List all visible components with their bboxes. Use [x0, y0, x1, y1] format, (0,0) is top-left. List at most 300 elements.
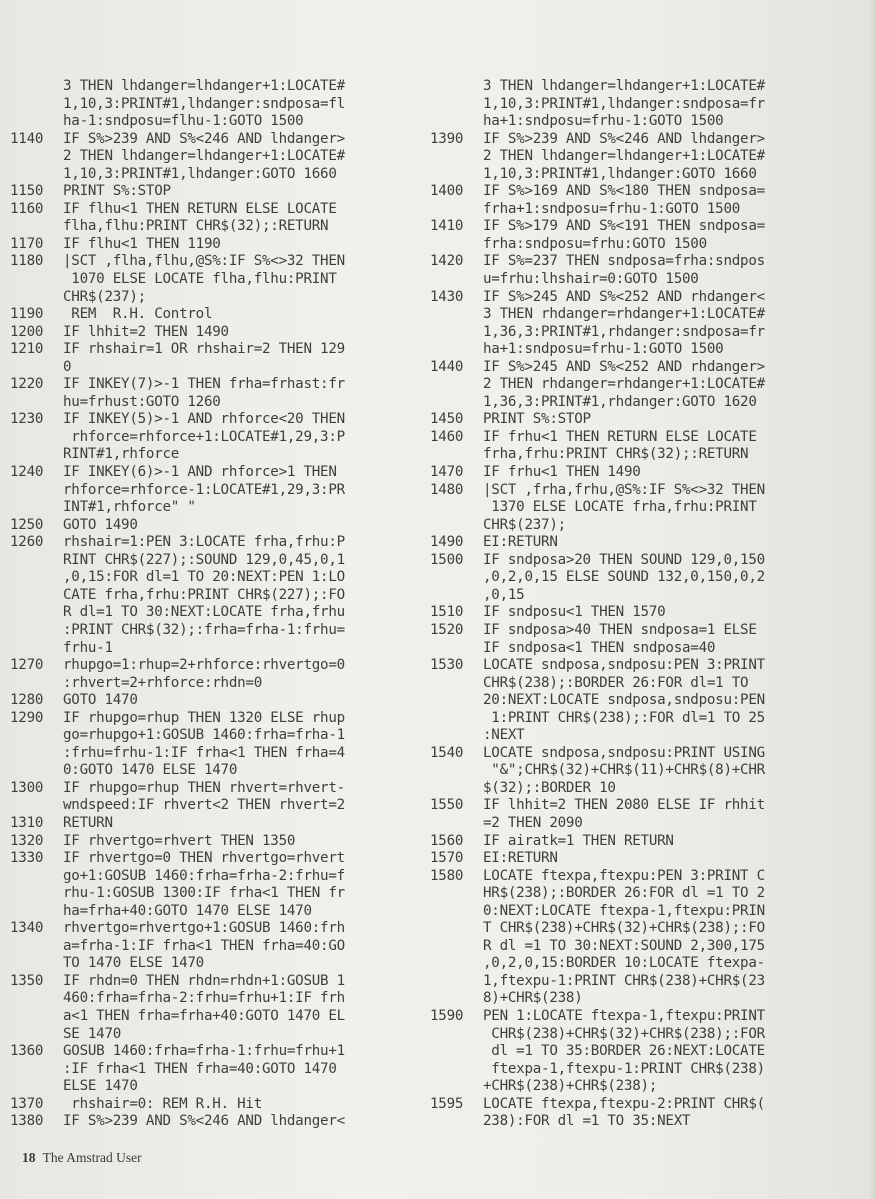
line-number — [430, 973, 483, 991]
line-number: 1310 — [10, 814, 44, 831]
line-number: 1380 — [10, 1113, 44, 1130]
code-text: ,0,15:FOR dl=1 TO 20:NEXT:PEN 1:LO — [63, 569, 345, 586]
line-number — [10, 640, 63, 658]
line-number — [10, 78, 63, 96]
code-text: R dl=1 TO 30:NEXT:LOCATE frha,frhu — [63, 604, 345, 621]
line-number — [430, 955, 483, 973]
line-number: 1570 — [430, 850, 464, 867]
line-number — [10, 622, 63, 640]
code-text: IF sndposa<1 THEN sndposa=40 — [483, 639, 716, 656]
line-number: 1590 — [430, 1007, 464, 1024]
code-line — [430, 534, 870, 552]
code-line — [430, 201, 870, 219]
code-text: rhforce=rhforce-1:LOCATE#1,29,3:PR — [63, 481, 345, 498]
code-text: 3 THEN lhdanger=lhdanger+1:LOCATE# — [483, 78, 765, 94]
line-number: 1240 — [10, 464, 44, 481]
code-text: IF sndposa>20 THEN SOUND 129,0,150 — [483, 551, 765, 568]
code-text: ftexpa-1,ftexpu-1:PRINT CHR$(238) — [483, 1060, 765, 1077]
line-number: 1250 — [10, 516, 44, 533]
code-line — [430, 394, 870, 412]
code-text: u=frhu:lhshair=0:GOTO 1500 — [483, 271, 699, 288]
code-text: $(32);:BORDER 10 — [483, 779, 616, 796]
code-line — [10, 1078, 440, 1096]
code-line — [10, 148, 440, 166]
code-text: IF S%>239 AND S%<246 AND lhdanger< — [63, 1113, 345, 1130]
line-number: 1540 — [430, 744, 464, 761]
line-number — [10, 1061, 63, 1079]
line-number: 1330 — [10, 850, 44, 867]
line-number: 1490 — [430, 534, 464, 551]
code-text: IF INKEY(7)>-1 THEN frha=frhast:fr — [63, 376, 345, 393]
page-edge-shadow — [868, 0, 876, 1199]
code-line — [430, 376, 870, 394]
line-number — [430, 762, 483, 780]
code-text: dl =1 TO 35:BORDER 26:NEXT:LOCATE — [483, 1043, 765, 1060]
code-line — [430, 640, 870, 658]
line-number: 1270 — [10, 657, 44, 674]
line-number — [10, 446, 63, 464]
code-line — [10, 236, 440, 254]
code-text: IF S%>239 AND S%<246 AND lhdanger> — [483, 130, 765, 147]
code-text: flha,flhu:PRINT CHR$(32);:RETURN — [63, 218, 329, 235]
code-text: 0:NEXT:LOCATE ftexpa-1,ftexpu:PRIN — [483, 902, 765, 919]
line-number: 1140 — [10, 130, 44, 147]
line-number — [10, 675, 63, 693]
code-line — [10, 675, 440, 693]
code-line — [430, 289, 870, 307]
code-text: 1:PRINT CHR$(238);:FOR dl=1 TO 25 — [483, 709, 765, 726]
line-number — [430, 569, 483, 587]
line-number: 1530 — [430, 657, 464, 674]
line-number — [10, 1026, 63, 1044]
line-number — [10, 604, 63, 622]
code-line — [430, 271, 870, 289]
code-line — [430, 815, 870, 833]
code-line — [10, 1113, 440, 1131]
line-number — [430, 780, 483, 798]
line-number — [10, 113, 63, 131]
code-line — [10, 850, 440, 868]
line-number — [430, 148, 483, 166]
line-number — [430, 920, 483, 938]
code-line — [430, 148, 870, 166]
code-text: IF INKEY(5)>-1 AND rhforce<20 THEN — [63, 411, 345, 428]
code-text: 1,10,3:PRINT#1,lhdanger:sndposa=fl — [63, 95, 345, 112]
code-line — [430, 868, 870, 886]
code-line — [10, 411, 440, 429]
line-number: 1220 — [10, 376, 44, 393]
code-text: frhu-1 — [63, 639, 113, 656]
code-line — [10, 815, 440, 833]
line-number: 1595 — [430, 1095, 464, 1112]
line-number: 1160 — [10, 200, 44, 217]
page-number: 18 — [22, 1150, 36, 1165]
line-number — [430, 1061, 483, 1079]
code-line — [430, 973, 870, 991]
code-text: INT#1,rhforce" " — [63, 499, 196, 516]
code-text: |SCT ,flha,flhu,@S%:IF S%<>32 THEN — [63, 253, 345, 270]
code-text: |SCT ,frha,frhu,@S%:IF S%<>32 THEN — [483, 481, 765, 498]
code-text: 1,10,3:PRINT#1,lhdanger:GOTO 1660 — [483, 165, 757, 182]
code-text: R dl =1 TO 30:NEXT:SOUND 2,300,175 — [483, 937, 765, 954]
code-text: =2 THEN 2090 — [483, 814, 583, 831]
code-line — [430, 166, 870, 184]
code-line — [430, 675, 870, 693]
line-number — [430, 903, 483, 921]
code-text: 1370 ELSE LOCATE frha,frhu:PRINT — [483, 499, 757, 516]
code-line — [10, 657, 440, 675]
page-footer — [22, 1150, 142, 1166]
code-line — [10, 1096, 440, 1114]
line-number: 1470 — [430, 464, 464, 481]
line-number — [430, 710, 483, 728]
code-line — [430, 131, 870, 149]
code-text: IF S%=237 THEN sndposa=frha:sndpos — [483, 253, 765, 270]
line-number — [430, 1026, 483, 1044]
code-line — [430, 692, 870, 710]
line-number: 1410 — [430, 218, 464, 235]
code-text: 1,10,3:PRINT#1,lhdanger:GOTO 1660 — [63, 165, 337, 182]
line-number: 1500 — [430, 551, 464, 568]
code-text: IF frhu<1 THEN RETURN ELSE LOCATE — [483, 428, 757, 445]
code-line — [430, 341, 870, 359]
listing-column-right — [430, 78, 870, 1131]
code-text: 1,10,3:PRINT#1,lhdanger:sndposa=fr — [483, 95, 765, 112]
line-number: 1200 — [10, 323, 44, 340]
line-number — [10, 955, 63, 973]
code-line — [430, 96, 870, 114]
line-number — [10, 552, 63, 570]
code-line — [430, 938, 870, 956]
code-text: IF rhvertgo=rhvert THEN 1350 — [63, 832, 296, 849]
line-number — [10, 148, 63, 166]
code-text: IF flhu<1 THEN 1190 — [63, 235, 221, 252]
listing-column-left — [10, 78, 440, 1131]
code-line — [10, 990, 440, 1008]
line-number: 1400 — [430, 183, 464, 200]
line-number — [430, 815, 483, 833]
line-number — [10, 429, 63, 447]
line-number: 1360 — [10, 1043, 44, 1060]
code-text: 1070 ELSE LOCATE flha,flhu:PRINT — [63, 271, 337, 288]
code-line — [10, 394, 440, 412]
line-number — [430, 727, 483, 745]
code-line — [430, 1078, 870, 1096]
code-line — [430, 903, 870, 921]
code-line — [10, 710, 440, 728]
line-number: 1150 — [10, 183, 44, 200]
line-number — [430, 1043, 483, 1061]
code-text: IF sndposu<1 THEN 1570 — [483, 604, 666, 621]
code-text: 0:GOTO 1470 ELSE 1470 — [63, 762, 238, 779]
code-text: PRINT S%:STOP — [63, 183, 171, 200]
code-line — [430, 587, 870, 605]
code-line — [10, 587, 440, 605]
code-text: CHR$(237); — [483, 516, 566, 533]
line-number: 1510 — [430, 604, 464, 621]
code-text: hu=frhust:GOTO 1260 — [63, 393, 221, 410]
line-number — [430, 201, 483, 219]
code-line — [10, 464, 440, 482]
code-text: ,0,2,0,15:BORDER 10:LOCATE ftexpa- — [483, 955, 765, 972]
code-line — [10, 429, 440, 447]
code-line — [430, 499, 870, 517]
line-number — [430, 938, 483, 956]
code-line — [10, 253, 440, 271]
line-number — [10, 218, 63, 236]
code-text: ha=frha+40:GOTO 1470 ELSE 1470 — [63, 902, 312, 919]
line-number: 1430 — [430, 288, 464, 305]
code-line — [10, 569, 440, 587]
code-text: 2 THEN lhdanger=lhdanger+1:LOCATE# — [63, 148, 345, 165]
code-line — [10, 955, 440, 973]
code-line — [430, 797, 870, 815]
code-text: :NEXT — [483, 727, 525, 744]
code-text: frha:sndposu=frhu:GOTO 1500 — [483, 235, 707, 252]
code-line — [430, 517, 870, 535]
code-text: 3 THEN rhdanger=rhdanger+1:LOCATE# — [483, 306, 765, 323]
code-text: CHR$(237); — [63, 288, 146, 305]
code-text: IF S%>245 AND S%<252 AND rhdanger< — [483, 288, 765, 305]
code-line — [430, 113, 870, 131]
code-line — [10, 903, 440, 921]
line-number: 1460 — [430, 428, 464, 445]
code-text: :PRINT CHR$(32);:frha=frha-1:frhu= — [63, 621, 345, 638]
code-line — [10, 920, 440, 938]
line-number — [10, 499, 63, 517]
code-line — [10, 271, 440, 289]
code-text: TO 1470 ELSE 1470 — [63, 955, 204, 972]
code-text: ,0,15 — [483, 586, 525, 603]
code-text: ha+1:sndposu=frhu-1:GOTO 1500 — [483, 341, 724, 358]
code-text: IF INKEY(6)>-1 AND rhforce>1 THEN — [63, 464, 337, 481]
code-line — [430, 833, 870, 851]
code-line — [10, 780, 440, 798]
line-number: 1350 — [10, 972, 44, 989]
code-line — [430, 780, 870, 798]
code-text: IF S%>169 AND S%<180 THEN sndposa= — [483, 183, 765, 200]
code-line — [430, 762, 870, 780]
code-text: IF S%>179 AND S%<191 THEN sndposa= — [483, 218, 765, 235]
line-number: 1440 — [430, 358, 464, 375]
code-line — [10, 482, 440, 500]
code-text: RINT CHR$(227);:SOUND 129,0,45,0,1 — [63, 551, 345, 568]
code-text: T CHR$(238)+CHR$(32)+CHR$(238);:FO — [483, 920, 765, 937]
code-line — [430, 850, 870, 868]
line-number — [430, 517, 483, 535]
code-line — [10, 885, 440, 903]
code-line — [430, 482, 870, 500]
code-line — [10, 640, 440, 658]
line-number — [10, 1078, 63, 1096]
line-number — [430, 236, 483, 254]
code-text: :IF frha<1 THEN frha=40:GOTO 1470 — [63, 1060, 337, 1077]
code-text: 8)+CHR$(238) — [483, 990, 583, 1007]
code-line — [10, 833, 440, 851]
code-text: 20:NEXT:LOCATE sndposa,sndposu:PEN — [483, 692, 765, 709]
code-text: IF rhshair=1 OR rhshair=2 THEN 129 — [63, 341, 345, 358]
line-number — [10, 359, 63, 377]
code-line — [10, 938, 440, 956]
code-line — [430, 604, 870, 622]
code-line — [430, 657, 870, 675]
code-line — [10, 376, 440, 394]
line-number — [10, 271, 63, 289]
code-line — [10, 183, 440, 201]
code-text: frha,frhu:PRINT CHR$(32);:RETURN — [483, 446, 749, 463]
line-number — [430, 499, 483, 517]
line-number — [10, 868, 63, 886]
code-line — [10, 604, 440, 622]
code-text: LOCATE sndposa,sndposu:PEN 3:PRINT — [483, 657, 765, 674]
code-line — [10, 517, 440, 535]
code-text: 1,36,3:PRINT#1,rhdanger:GOTO 1620 — [483, 393, 757, 410]
code-text: LOCATE ftexpa,ftexpu-2:PRINT CHR$( — [483, 1095, 765, 1112]
code-line — [430, 1026, 870, 1044]
code-line — [10, 306, 440, 324]
code-line — [10, 692, 440, 710]
code-line — [430, 727, 870, 745]
line-number — [430, 990, 483, 1008]
code-text: RINT#1,rhforce — [63, 446, 180, 463]
code-text: "&";CHR$(32)+CHR$(11)+CHR$(8)+CHR — [483, 762, 765, 779]
code-line — [430, 1061, 870, 1079]
code-line — [430, 78, 870, 96]
code-line — [10, 201, 440, 219]
line-number — [10, 885, 63, 903]
code-text: rhshair=1:PEN 3:LOCATE frha,frhu:P — [63, 534, 345, 551]
code-line — [430, 920, 870, 938]
code-line — [430, 306, 870, 324]
code-line — [10, 745, 440, 763]
code-text: 0 — [63, 358, 72, 375]
code-text: wndspeed:IF rhvert<2 THEN rhvert=2 — [63, 797, 345, 814]
line-number — [430, 324, 483, 342]
code-text: IF airatk=1 THEN RETURN — [483, 832, 674, 849]
line-number — [10, 569, 63, 587]
line-number — [10, 745, 63, 763]
code-text: frha+1:sndposu=frhu-1:GOTO 1500 — [483, 200, 741, 217]
line-number — [430, 306, 483, 324]
code-text: IF frhu<1 THEN 1490 — [483, 464, 641, 481]
code-line — [10, 499, 440, 517]
code-line — [430, 745, 870, 763]
line-number — [430, 1078, 483, 1096]
code-line — [10, 78, 440, 96]
line-number: 1450 — [430, 411, 464, 428]
code-line — [10, 324, 440, 342]
code-line — [430, 411, 870, 429]
code-text: REM R.H. Control — [63, 306, 213, 323]
code-text: CHR$(238);:BORDER 26:FOR dl=1 TO — [483, 674, 749, 691]
code-text: IF sndposa>40 THEN sndposa=1 ELSE — [483, 621, 757, 638]
line-number — [10, 762, 63, 780]
code-text: 460:frha=frha-2:frhu=frhu+1:IF frh — [63, 990, 345, 1007]
code-line — [10, 1043, 440, 1061]
line-number — [10, 482, 63, 500]
code-line — [10, 727, 440, 745]
line-number — [430, 394, 483, 412]
code-text: 2 THEN rhdanger=rhdanger+1:LOCATE# — [483, 376, 765, 393]
line-number — [430, 96, 483, 114]
code-text: LOCATE ftexpa,ftexpu:PEN 3:PRINT C — [483, 867, 765, 884]
line-number: 1180 — [10, 253, 44, 270]
line-number — [10, 1008, 63, 1026]
line-number — [10, 903, 63, 921]
code-text: 3 THEN lhdanger=lhdanger+1:LOCATE# — [63, 78, 345, 94]
line-number: 1260 — [10, 534, 44, 551]
code-line — [10, 341, 440, 359]
code-line — [10, 166, 440, 184]
line-number: 1370 — [10, 1095, 44, 1112]
code-text: GOTO 1490 — [63, 516, 138, 533]
line-number — [430, 376, 483, 394]
line-number: 1580 — [430, 867, 464, 884]
line-number — [10, 289, 63, 307]
code-line — [10, 96, 440, 114]
line-number — [10, 96, 63, 114]
line-number — [10, 727, 63, 745]
line-number: 1290 — [10, 709, 44, 726]
code-text: 1,ftexpu-1:PRINT CHR$(238)+CHR$(23 — [483, 972, 765, 989]
line-number: 1190 — [10, 306, 44, 323]
code-line — [430, 1096, 870, 1114]
code-text: ha+1:sndposu=frhu-1:GOTO 1500 — [483, 113, 724, 130]
line-number — [10, 797, 63, 815]
code-text: rhu-1:GOSUB 1300:IF frha<1 THEN fr — [63, 885, 345, 902]
code-line — [430, 1008, 870, 1026]
line-number: 1230 — [10, 411, 44, 428]
line-number: 1420 — [430, 253, 464, 270]
line-number — [430, 1113, 483, 1131]
code-line — [430, 446, 870, 464]
code-text: EI:RETURN — [483, 850, 558, 867]
publication-name: The Amstrad User — [42, 1150, 142, 1165]
code-line — [430, 429, 870, 447]
code-line — [10, 218, 440, 236]
code-line — [10, 797, 440, 815]
line-number — [430, 885, 483, 903]
line-number — [10, 166, 63, 184]
code-text: a=frha-1:IF frha<1 THEN frha=40:GO — [63, 937, 345, 954]
line-number: 1480 — [430, 481, 464, 498]
line-number: 1210 — [10, 341, 44, 358]
code-text: IF flhu<1 THEN RETURN ELSE LOCATE — [63, 200, 337, 217]
code-text: IF rhvertgo=0 THEN rhvertgo=rhvert — [63, 850, 345, 867]
line-number — [430, 166, 483, 184]
code-line — [10, 973, 440, 991]
code-text: +CHR$(238)+CHR$(238); — [483, 1078, 658, 1095]
code-line — [10, 1026, 440, 1044]
line-number — [430, 675, 483, 693]
code-text: PEN 1:LOCATE ftexpa-1,ftexpu:PRINT — [483, 1007, 765, 1024]
code-text: go=rhupgo+1:GOSUB 1460:frha=frha-1 — [63, 727, 345, 744]
code-text: rhforce=rhforce+1:LOCATE#1,29,3:P — [63, 428, 345, 445]
code-text: IF S%>239 AND S%<246 AND lhdanger> — [63, 130, 345, 147]
line-number: 1560 — [430, 832, 464, 849]
code-line — [10, 359, 440, 377]
code-text: IF S%>245 AND S%<252 AND rhdanger> — [483, 358, 765, 375]
code-text: :frhu=frhu-1:IF frha<1 THEN frha=4 — [63, 744, 345, 761]
code-line — [430, 236, 870, 254]
line-number: 1170 — [10, 235, 44, 252]
code-line — [10, 1061, 440, 1079]
code-text: rhupgo=1:rhup=2+rhforce:rhvertgo=0 — [63, 657, 345, 674]
code-line — [10, 868, 440, 886]
code-text: rhvertgo=rhvertgo+1:GOSUB 1460:frh — [63, 920, 345, 937]
code-text: go+1:GOSUB 1460:frha=frha-2:frhu=f — [63, 867, 345, 884]
code-text: IF rhupgo=rhup THEN 1320 ELSE rhup — [63, 709, 345, 726]
